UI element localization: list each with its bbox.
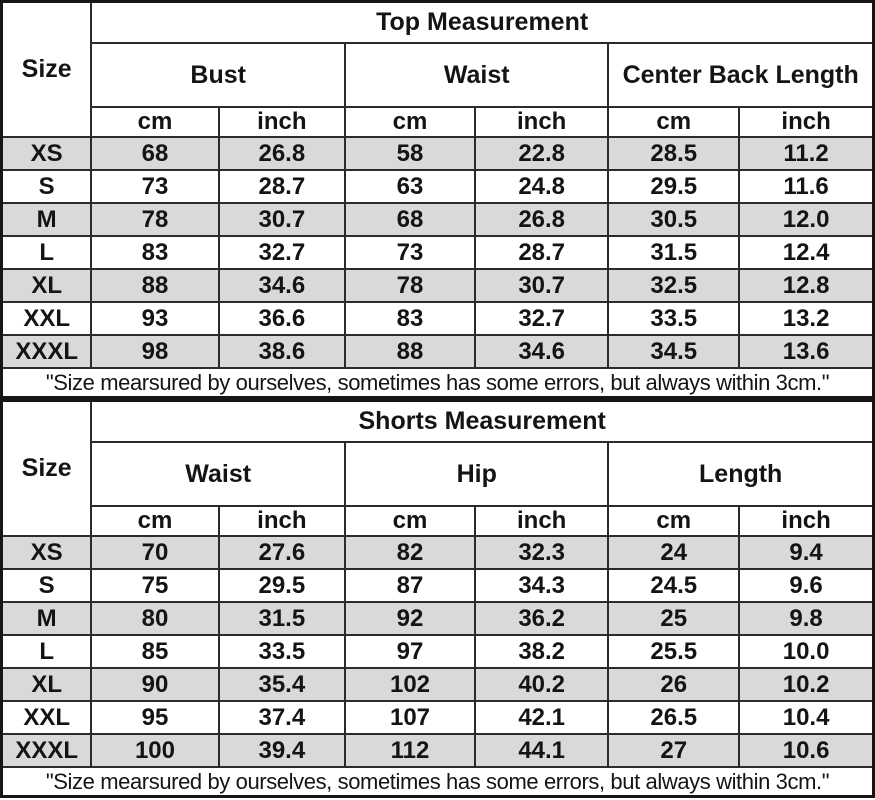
unit-header-row [2, 506, 874, 536]
value-cell: 31.5 [608, 236, 739, 269]
value-cell: 100 [91, 734, 218, 767]
value-cell: 32.7 [475, 302, 608, 335]
value-cell: 11.6 [739, 170, 873, 203]
value-cell: 107 [345, 701, 475, 734]
group-header-waist: Waist [345, 43, 608, 107]
value-cell: 28.7 [219, 170, 345, 203]
value-cell: 39.4 [219, 734, 345, 767]
value-cell: 32.3 [475, 536, 608, 569]
shorts-measurement-table [0, 399, 875, 798]
size-cell: XXL [2, 302, 92, 335]
value-cell: 25.5 [608, 635, 739, 668]
value-cell: 75 [91, 569, 218, 602]
value-cell: 9.6 [739, 569, 873, 602]
value-cell: 24.8 [475, 170, 608, 203]
value-cell: 83 [345, 302, 475, 335]
value-cell: 29.5 [608, 170, 739, 203]
group-header-length: Length [608, 442, 873, 506]
table-row [2, 203, 874, 236]
value-cell: 28.5 [608, 137, 739, 170]
size-cell: XXL [2, 701, 92, 734]
value-cell: 97 [345, 635, 475, 668]
size-cell: XS [2, 536, 92, 569]
value-cell: 68 [91, 137, 218, 170]
value-cell: 93 [91, 302, 218, 335]
measurement-note: "Size mearsured by ourselves, sometimes has some errors, but always within 3cm." [2, 368, 874, 398]
value-cell: 29.5 [219, 569, 345, 602]
size-cell: L [2, 236, 92, 269]
table-row [2, 701, 874, 734]
size-cell: XXXL [2, 734, 92, 767]
value-cell: 34.5 [608, 335, 739, 368]
value-cell: 27.6 [219, 536, 345, 569]
value-cell: 27 [608, 734, 739, 767]
value-cell: 26.5 [608, 701, 739, 734]
value-cell: 34.6 [219, 269, 345, 302]
value-cell: 25 [608, 602, 739, 635]
table-row [2, 734, 874, 767]
size-cell: XL [2, 668, 92, 701]
value-cell: 24.5 [608, 569, 739, 602]
unit-header-cm: cm [608, 107, 739, 137]
table-row [2, 668, 874, 701]
group-header-row [2, 43, 874, 107]
value-cell: 78 [91, 203, 218, 236]
unit-header-cm: cm [91, 506, 218, 536]
value-cell: 12.8 [739, 269, 873, 302]
top-measurement-table [0, 0, 875, 399]
value-cell: 30.5 [608, 203, 739, 236]
unit-header-row [2, 107, 874, 137]
value-cell: 70 [91, 536, 218, 569]
group-header-row [2, 442, 874, 506]
table-row [2, 137, 874, 170]
value-cell: 26.8 [475, 203, 608, 236]
value-cell: 31.5 [219, 602, 345, 635]
value-cell: 32.5 [608, 269, 739, 302]
value-cell: 87 [345, 569, 475, 602]
value-cell: 40.2 [475, 668, 608, 701]
value-cell: 58 [345, 137, 475, 170]
value-cell: 22.8 [475, 137, 608, 170]
value-cell: 33.5 [608, 302, 739, 335]
value-cell: 34.3 [475, 569, 608, 602]
size-cell: S [2, 569, 92, 602]
value-cell: 32.7 [219, 236, 345, 269]
value-cell: 36.2 [475, 602, 608, 635]
value-cell: 28.7 [475, 236, 608, 269]
unit-header-inch: inch [219, 506, 345, 536]
value-cell: 83 [91, 236, 218, 269]
value-cell: 30.7 [475, 269, 608, 302]
value-cell: 44.1 [475, 734, 608, 767]
value-cell: 13.6 [739, 335, 873, 368]
value-cell: 80 [91, 602, 218, 635]
value-cell: 92 [345, 602, 475, 635]
value-cell: 36.6 [219, 302, 345, 335]
group-header-center-back-length: Center Back Length [608, 43, 873, 107]
group-header-waist: Waist [91, 442, 345, 506]
value-cell: 12.4 [739, 236, 873, 269]
table-row [2, 569, 874, 602]
value-cell: 33.5 [219, 635, 345, 668]
value-cell: 24 [608, 536, 739, 569]
size-cell: XL [2, 269, 92, 302]
shorts-measurement-rows [2, 536, 874, 767]
size-cell: L [2, 635, 92, 668]
value-cell: 26 [608, 668, 739, 701]
value-cell: 85 [91, 635, 218, 668]
note-row [2, 767, 874, 797]
value-cell: 78 [345, 269, 475, 302]
value-cell: 112 [345, 734, 475, 767]
table-row [2, 170, 874, 203]
table-row [2, 236, 874, 269]
size-cell: XS [2, 137, 92, 170]
value-cell: 95 [91, 701, 218, 734]
value-cell: 35.4 [219, 668, 345, 701]
value-cell: 73 [91, 170, 218, 203]
value-cell: 34.6 [475, 335, 608, 368]
group-header-hip: Hip [345, 442, 608, 506]
table-row [2, 335, 874, 368]
table-row [2, 536, 874, 569]
size-column-header: Size [2, 2, 92, 138]
value-cell: 9.8 [739, 602, 873, 635]
unit-header-inch: inch [739, 506, 873, 536]
value-cell: 12.0 [739, 203, 873, 236]
unit-header-cm: cm [345, 506, 475, 536]
unit-header-cm: cm [345, 107, 475, 137]
size-cell: XXXL [2, 335, 92, 368]
value-cell: 42.1 [475, 701, 608, 734]
value-cell: 37.4 [219, 701, 345, 734]
value-cell: 102 [345, 668, 475, 701]
value-cell: 10.2 [739, 668, 873, 701]
unit-header-cm: cm [91, 107, 218, 137]
value-cell: 13.2 [739, 302, 873, 335]
value-cell: 98 [91, 335, 218, 368]
size-cell: M [2, 203, 92, 236]
unit-header-cm: cm [608, 506, 739, 536]
value-cell: 30.7 [219, 203, 345, 236]
value-cell: 82 [345, 536, 475, 569]
table-title-shorts-measurement: Shorts Measurement [91, 401, 873, 443]
table-row [2, 602, 874, 635]
note-row [2, 368, 874, 398]
group-header-bust: Bust [91, 43, 345, 107]
top-measurement-rows [2, 137, 874, 368]
table-row [2, 635, 874, 668]
unit-header-inch: inch [739, 107, 873, 137]
title-row [2, 2, 874, 44]
value-cell: 26.8 [219, 137, 345, 170]
value-cell: 68 [345, 203, 475, 236]
unit-header-inch: inch [475, 506, 608, 536]
unit-header-inch: inch [475, 107, 608, 137]
value-cell: 73 [345, 236, 475, 269]
table-title-top-measurement: Top Measurement [91, 2, 873, 44]
value-cell: 88 [91, 269, 218, 302]
measurement-note: "Size mearsured by ourselves, sometimes has some errors, but always within 3cm." [2, 767, 874, 797]
value-cell: 10.0 [739, 635, 873, 668]
value-cell: 88 [345, 335, 475, 368]
value-cell: 10.4 [739, 701, 873, 734]
value-cell: 63 [345, 170, 475, 203]
title-row [2, 401, 874, 443]
size-cell: M [2, 602, 92, 635]
value-cell: 11.2 [739, 137, 873, 170]
value-cell: 38.2 [475, 635, 608, 668]
size-column-header: Size [2, 401, 92, 537]
value-cell: 38.6 [219, 335, 345, 368]
value-cell: 90 [91, 668, 218, 701]
size-cell: S [2, 170, 92, 203]
value-cell: 10.6 [739, 734, 873, 767]
table-row [2, 269, 874, 302]
unit-header-inch: inch [219, 107, 345, 137]
value-cell: 9.4 [739, 536, 873, 569]
table-row [2, 302, 874, 335]
